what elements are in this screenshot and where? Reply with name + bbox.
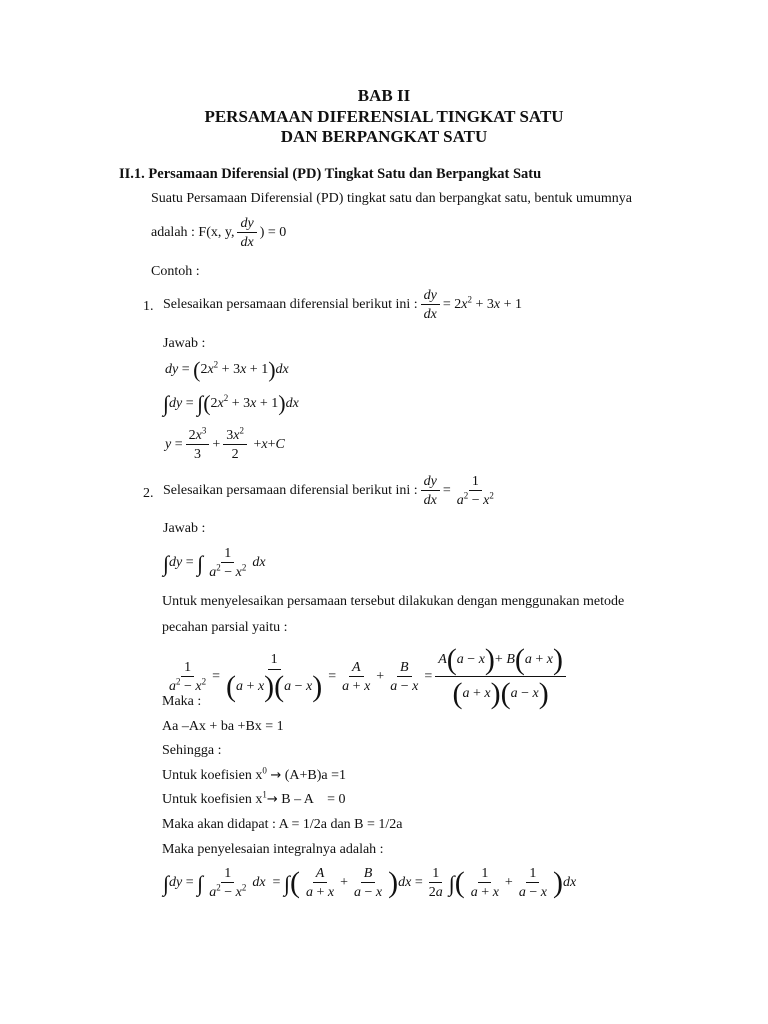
arrow-icon: → <box>270 768 282 783</box>
general-form <box>151 216 286 251</box>
example2-rhs: $\frac{1}{a^2 - x^2}$ <box>456 474 494 509</box>
coef0-exponent: 0 <box>262 765 267 776</box>
coefficient-result: Maka akan didapat : A = 1/2a dan B = 1/2a <box>162 817 403 832</box>
chapter-title-line1: PERSAMAAN DIFERENSIAL TINGKAT SATU <box>204 107 564 126</box>
example1-number: 1. <box>143 299 154 314</box>
section-heading: II.1. Persamaan Diferensial (PD) Tingkat Satu dan Berpangkat Satu <box>119 166 542 182</box>
contoh-label: Contoh : <box>151 264 200 279</box>
general-form-prefix: adalah : F(x, y, <box>151 225 235 241</box>
example1-jawab: Jawab : <box>163 336 206 351</box>
example1-step1: dy = $(2x^2 + 3x + 1)dx$ <box>165 357 289 382</box>
sehingga-label: Sehingga : <box>162 743 222 758</box>
coef1-exponent: 1 <box>262 789 267 800</box>
example2-text: Selesaikan persamaan diferensial berikut ini : <box>163 483 418 499</box>
arrow-icon: → <box>266 792 278 807</box>
coef0-prefix: Untuk koefisien x <box>162 768 263 783</box>
partial-fraction-equation: $\frac{1}{a^2 - x^2}$ = $\frac{1}{(a + x)(a - x)}$ = $\frac{A}{a + x}$ + $\frac{B}{a - x}$ = $\frac{A(a - x)+ B(a + x)}{(a + x)(a - x)}$ <box>163 645 569 709</box>
intro-text: Suatu Persamaan Diferensial (PD) tingkat satu dan berpangkat satu, bentuk umumnya <box>151 191 632 206</box>
maka-label: Maka : <box>162 694 202 709</box>
example1-dydx: $\frac{dy}{dx}$ <box>421 288 440 323</box>
example2-dydx: $\frac{dy}{dx}$ <box>421 474 440 509</box>
example1-rhs: = $2x^2 + 3x + 1$ <box>442 294 523 313</box>
example2-integral: ∫ dy = ∫ $\frac{1}{a^2 - x^2}$ dx <box>163 546 266 581</box>
coef1-rest: B – A = 0 <box>281 792 346 807</box>
example2-statement: Selesaikan persamaan diferensial berikut ini : $\frac{dy}{dx}$ = $\frac{1}{a^2 - x^2}$ <box>163 474 500 509</box>
method-line1: Untuk menyelesaikan persamaan tersebut dilakukan dengan menggunakan metode <box>162 594 625 609</box>
final-integral-equation: ∫ dy = ∫ $\frac{1}{a^2 - x^2}$ dx = ∫ ( $\frac{A}{a + x}$ + $\frac{B}{a - x}$ ) dx = $\frac{1}{2a}$ ∫ ( $\frac{1}{a + x}$ + $\frac{1}{a - x}$ ) dx <box>163 866 577 901</box>
coefficient-equation: Aa –Ax + ba +Bx = 1 <box>162 719 284 734</box>
example2-jawab: Jawab : <box>163 521 206 536</box>
method-line2: pecahan parsial yaitu : <box>162 620 288 635</box>
coef0-rest: (A+B)a =1 <box>284 768 347 783</box>
coefficient-x1-line <box>162 789 346 808</box>
example2-number: 2. <box>143 486 154 501</box>
example1-text: Selesaikan persamaan diferensial berikut ini : <box>163 297 418 313</box>
chapter-title-line2: DAN BERPANGKAT SATU <box>280 127 488 146</box>
coef1-prefix: Untuk koefisien x <box>162 792 263 807</box>
example1-step2: $\int dy = \int(2x^2 + 3x + 1)dx$ <box>163 390 299 416</box>
coefficient-x0-line <box>162 765 347 784</box>
integral-intro: Maka penyelesaian integralnya adalah : <box>162 842 384 857</box>
chapter-label: BAB II <box>357 86 411 105</box>
general-form-suffix: ) = 0 <box>259 225 287 241</box>
example1-solution: y = $\frac{2x^3}{3}$ + $\frac{3x^2}{2}$ + x + C <box>165 425 285 463</box>
example1-statement <box>163 288 522 323</box>
dy-dx-fraction: $\frac{dy}{dx}$ <box>237 216 256 251</box>
